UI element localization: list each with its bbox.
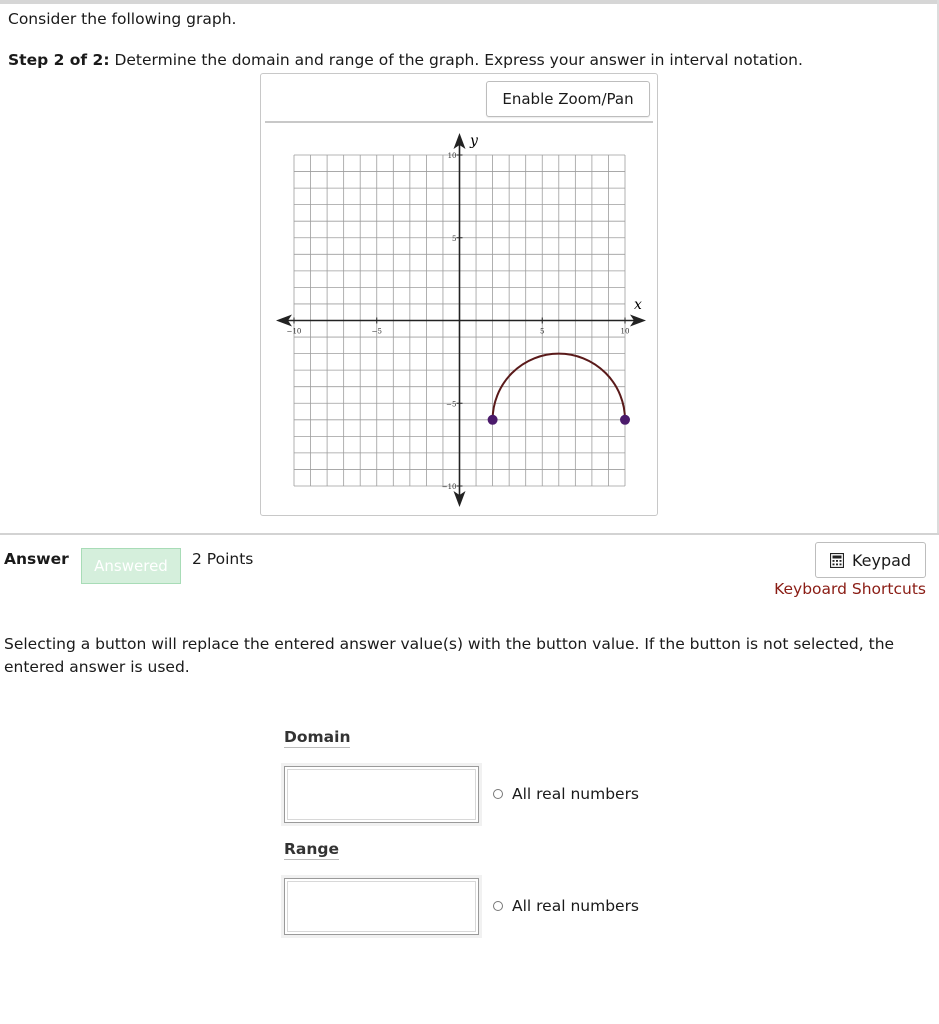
answer-label: Answer	[4, 550, 69, 568]
keypad-label: Keypad	[851, 550, 912, 570]
endpoint-dot	[488, 415, 498, 425]
y-tick-label: −10	[441, 483, 457, 491]
keypad-button[interactable]	[815, 542, 926, 578]
domain-label: Domain	[284, 728, 351, 746]
answer-instructions: Selecting a button will replace the entered answer value(s) with the button value. If the button is not selected, the entered answer is used.	[4, 635, 895, 676]
step-text: Determine the domain and range of the graph. Express your answer in interval notation.	[109, 51, 803, 69]
axes	[276, 133, 646, 507]
y-tick-label: 10	[447, 152, 457, 160]
domain-all-real-numbers-option[interactable]	[493, 785, 639, 803]
y-axis-label: y	[470, 133, 478, 149]
points-value: 2 Points	[192, 550, 254, 568]
range-label: Range	[284, 840, 340, 858]
x-tick-label: −10	[286, 327, 302, 336]
range-option-label: All real numbers	[512, 897, 640, 915]
x-tick-label: −5	[371, 327, 382, 336]
range-input[interactable]	[284, 878, 479, 935]
answered-status-badge: Answered	[81, 548, 181, 584]
radio-icon[interactable]	[493, 789, 503, 799]
calculator-icon	[830, 553, 844, 568]
y-tick-label: 5	[452, 234, 457, 243]
section-divider	[0, 533, 939, 535]
enable-zoom-pan-button[interactable]: Enable Zoom/Pan	[486, 81, 650, 117]
domain-input[interactable]	[284, 766, 479, 823]
x-tick-label: 5	[540, 327, 545, 336]
domain-option-label: All real numbers	[512, 785, 640, 803]
endpoint-dot	[620, 415, 630, 425]
tick-labels	[287, 152, 630, 491]
keyboard-shortcuts-link[interactable]: Keyboard Shortcuts	[774, 580, 926, 598]
range-all-real-numbers-option[interactable]	[493, 897, 639, 915]
radio-icon[interactable]	[493, 901, 503, 911]
y-tick-label: −5	[446, 400, 457, 409]
step-label: Step 2 of 2:	[8, 51, 110, 69]
question-intro: Consider the following graph.	[8, 10, 237, 28]
x-tick-label: 10	[620, 327, 630, 336]
x-axis-label: x	[634, 297, 642, 313]
